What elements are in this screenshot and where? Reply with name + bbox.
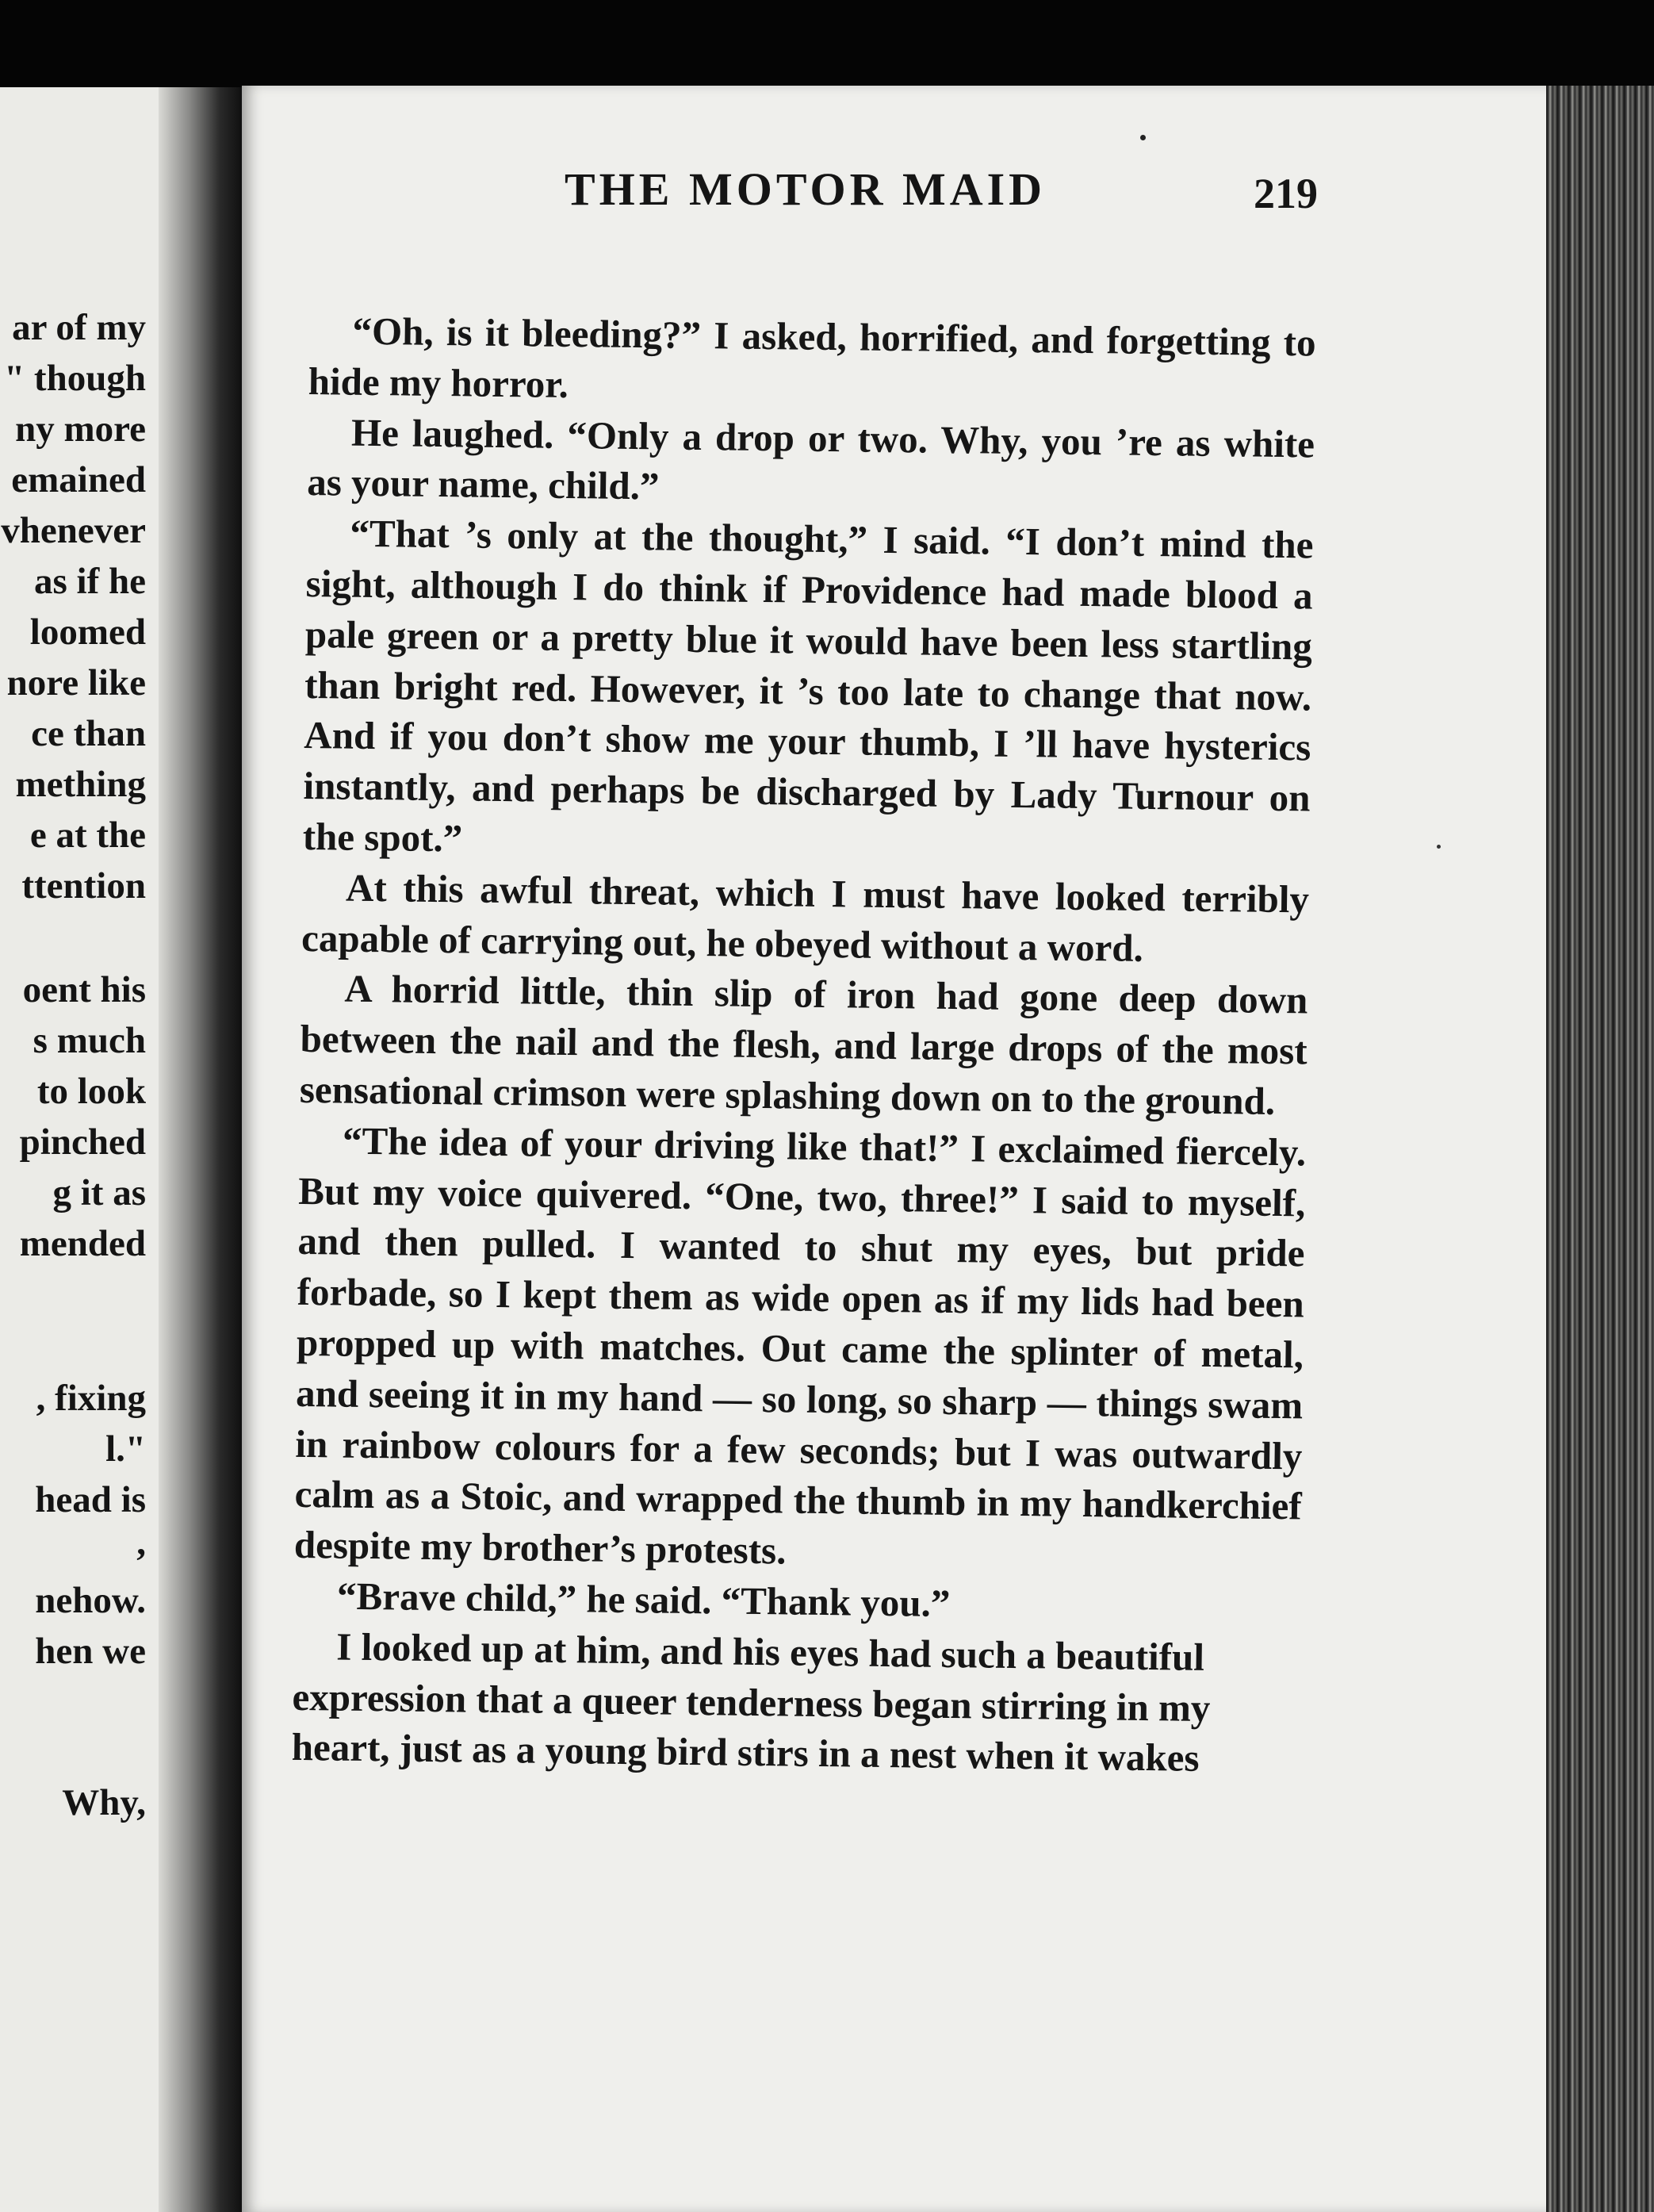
left-page-fragment: emained [11, 459, 146, 500]
left-page-fragment: ce than [31, 713, 146, 754]
left-page-fragment: ar of my [12, 307, 146, 348]
left-page-fragment: s much [33, 1020, 146, 1061]
left-page-fragment: to look [36, 1071, 146, 1112]
left-page-fragment: pinched [19, 1121, 146, 1163]
left-page-fragment: l." [105, 1428, 146, 1470]
page-header [327, 163, 1318, 234]
left-page-fragment: hen we [35, 1631, 146, 1672]
paragraph: “Oh, is it bleeding?” I asked, horrified, and forgetting to hide my horror. [308, 309, 1316, 406]
left-page-fragment: nore like [6, 662, 146, 703]
left-page-fragment: nehow. [35, 1580, 146, 1621]
paragraph: “Brave child,” he said. “Thank you.” [336, 1574, 951, 1625]
paragraph: At this awful threat, which I must have looked terribly capable of carrying out, he obeyed without a word. [301, 865, 1310, 970]
left-page-fragment: ny more [15, 408, 146, 450]
left-page-fragment: " though [4, 358, 146, 399]
left-page-fragment: vhenever [1, 510, 146, 551]
paragraph: A horrid little, thin slip of iron had gone deep down between the nail and the flesh, and large drops of the most sensational crimson were splashing down on to the ground. [299, 966, 1308, 1123]
running-title: THE MOTOR MAID [565, 163, 1047, 215]
left-page-fragment: , fixing [36, 1378, 146, 1419]
left-page-fragment: mething [15, 764, 146, 805]
page-speck [1140, 135, 1146, 140]
paragraph: “The idea of your driving like that!” I exclaimed fiercely. But my voice quivered. “One, two, three!” I said to myself, and then pulled. I wanted to shut my eyes, but pride forbade, so I kept them as wide open as if my lids had been propped up with matches. Out came the splinter of metal, and seeing it in my hand — so long, so sharp — things swam in rainbow colours for a few seconds; but I was outwardly calm as a Stoic, and wrapped the thumb in my handkerchief despite my brother’s protests. [293, 1118, 1307, 1573]
left-page-fragment: ttention [21, 865, 146, 907]
paragraph: “That ’s only at the thought,” I said. “I don’t mind the sight, although I do think if Providence had made blood a pale green or a pretty blue it would have been less startling than bright red. However, it ’s too late to change that now. And if you don’t show me your thumb, I ’ll have hysterics instantly, and perhaps be discharged by Lady Turnour on the spot.” [302, 511, 1314, 861]
left-page-fragment: e at the [29, 815, 146, 856]
page-number: 219 [1254, 170, 1318, 217]
paragraph: He laughed. “Only a drop or two. Why, you ’re as white as your name, child.” [306, 410, 1315, 508]
page-stack-edge [1546, 86, 1654, 2212]
left-page-fragment: oent his [22, 969, 146, 1010]
left-page-fragment: Why, [62, 1782, 146, 1823]
left-page-fragment: g it as [52, 1172, 146, 1213]
page-body [291, 305, 1316, 1785]
book-gutter [159, 87, 246, 2212]
left-page-fragment: as if he [34, 561, 146, 602]
left-page-fragment: , [136, 1522, 146, 1563]
left-page-fragment: loomed [29, 611, 146, 653]
left-page-fragment: mended [19, 1223, 146, 1264]
left-page-fragment: head is [35, 1479, 146, 1520]
paragraph: I looked up at him, and his eyes had such a beautiful expression that a queer tenderness began stirring in my heart, just as a young bird stirs in a nest when it wakes [291, 1624, 1211, 1781]
page-speck [1437, 845, 1441, 849]
